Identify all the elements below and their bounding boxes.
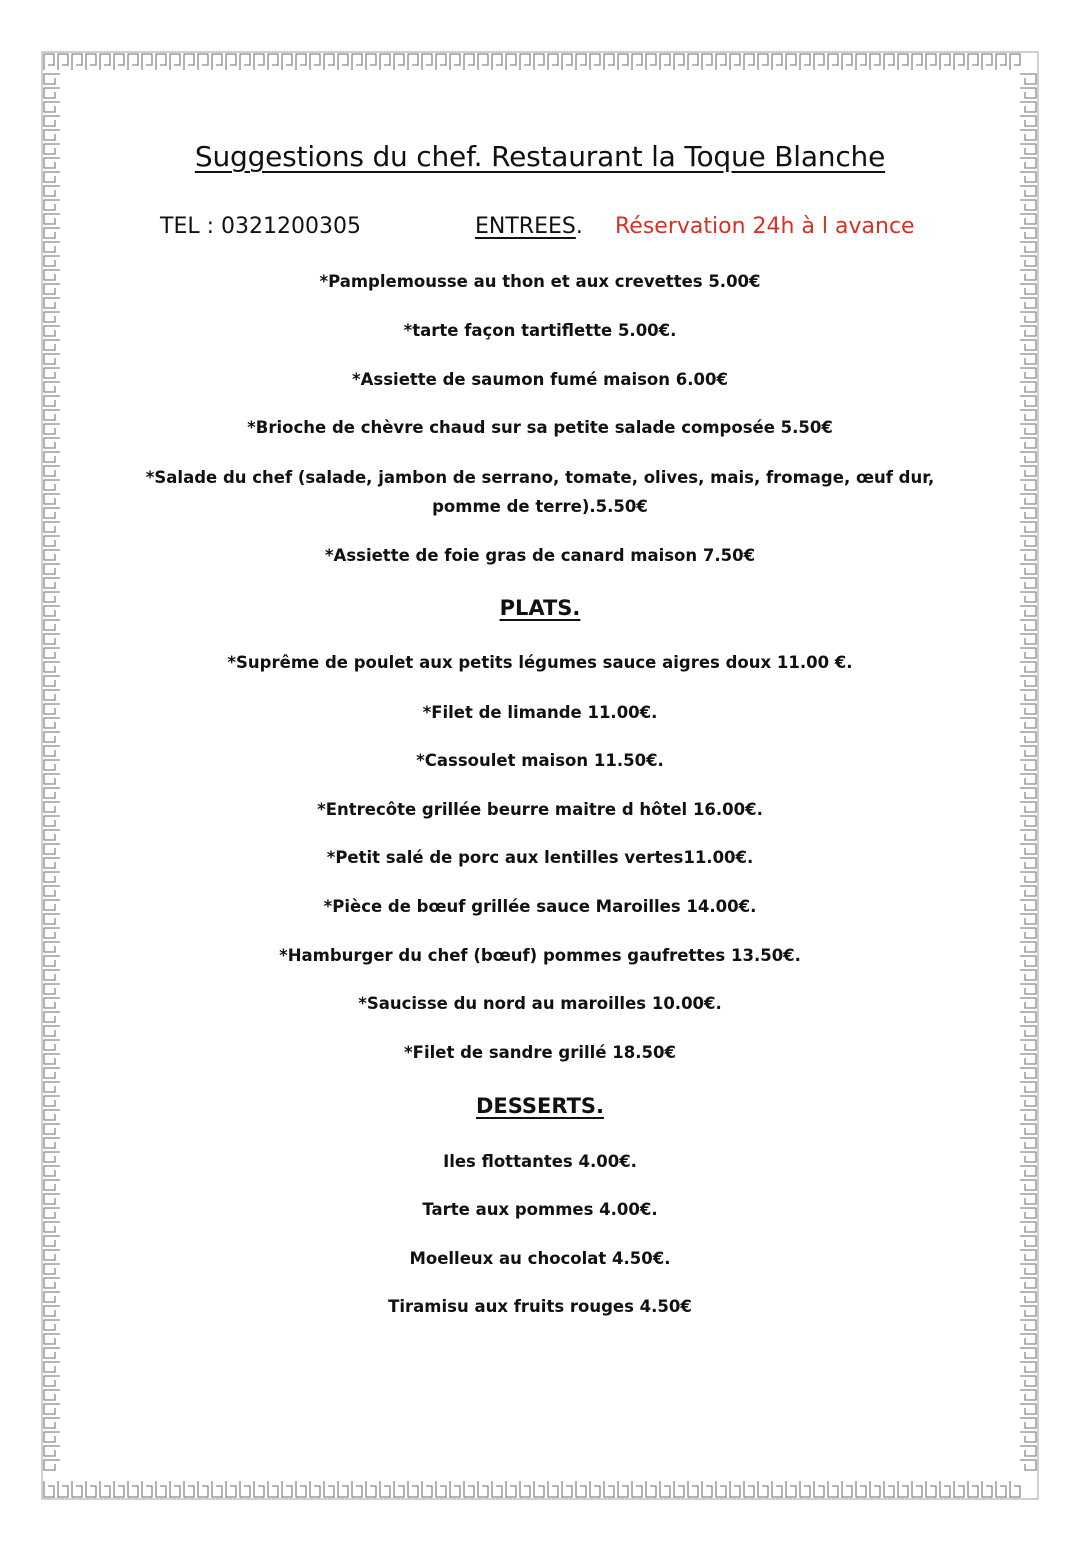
menu-item-plat: *Cassoulet maison 11.50€.	[416, 751, 664, 770]
menu-item-dessert: Tarte aux pommes 4.00€.	[422, 1200, 658, 1219]
menu-item-plat: *Hamburger du chef (bœuf) pommes gaufrettes 13.50€.	[279, 946, 801, 965]
section-heading-desserts: DESSERTS.	[475, 1094, 605, 1118]
section-heading-plats: PLATS.	[499, 596, 581, 620]
menu-item-dessert: Tiramisu aux fruits rouges 4.50€	[388, 1297, 692, 1316]
reservation-notice: Réservation 24h à l avance	[615, 214, 915, 239]
menu-item-dessert: Moelleux au chocolat 4.50€.	[409, 1249, 671, 1268]
menu-item-plat: *Entrecôte grillée beurre maitre d hôtel 16.00€.	[317, 800, 763, 819]
menu-item-plat: *Petit salé de porc aux lentilles vertes11.00€.	[326, 848, 754, 867]
section-heading-entrees	[475, 214, 583, 239]
menu-item-dessert: Iles flottantes 4.00€.	[443, 1152, 637, 1171]
menu-item-plat: *Pièce de bœuf grillée sauce Maroilles 14.00€.	[323, 897, 757, 916]
menu-item-entree-continued: pomme de terre).5.50€	[432, 497, 648, 516]
header-line	[0, 210, 1080, 250]
menu-item-plat: *Filet de sandre grillé 18.50€	[404, 1043, 676, 1062]
telephone-number: TEL : 0321200305	[160, 214, 361, 239]
menu-item-entree: *tarte façon tartiflette 5.00€.	[403, 321, 677, 340]
menu-item-entree: *Assiette de foie gras de canard maison 7.50€	[324, 546, 756, 565]
entrees-label: ENTREES	[475, 214, 576, 239]
menu-item-entree: *Salade du chef (salade, jambon de serrano, tomate, olives, mais, fromage, œuf dur,	[145, 468, 935, 487]
entrees-dot: .	[575, 214, 583, 239]
menu-item-plat: *Suprême de poulet aux petits légumes sauce aigres doux 11.00 €.	[227, 653, 853, 672]
menu-item-entree: *Brioche de chèvre chaud sur sa petite salade composée 5.50€	[247, 418, 833, 437]
menu-item-entree: *Assiette de saumon fumé maison 6.00€	[352, 370, 728, 389]
page-title: Suggestions du chef. Restaurant la Toque Blanche	[194, 140, 886, 173]
menu-item-plat: *Saucisse du nord au maroilles 10.00€.	[358, 994, 722, 1013]
menu-item-plat: *Filet de limande 11.00€.	[422, 703, 658, 722]
menu-item-entree: *Pamplemousse au thon et aux crevettes 5.00€	[319, 272, 761, 291]
